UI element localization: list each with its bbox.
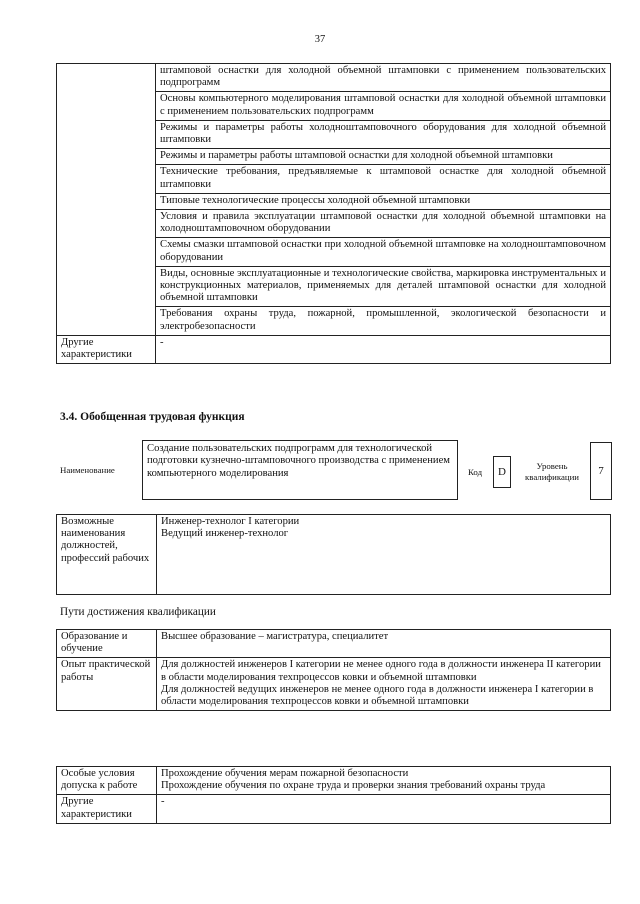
table-row <box>57 767 611 795</box>
page-number: 37 <box>314 34 326 45</box>
table-row <box>57 515 611 595</box>
code-label: Код <box>468 467 483 477</box>
knowledge-table <box>56 63 611 364</box>
knowledge-item: Технические требования, предъявляемые к штамповой оснастке для холодной объемной штамповки <box>156 165 611 193</box>
conditions-table <box>56 766 611 824</box>
table-row <box>57 630 611 658</box>
knowledge-item: штамповой оснастки для холодной объемной штамповки с применением пользовательских подпрограмм <box>156 64 611 92</box>
knowledge-item: Режимы и параметры работы штамповой оснастки для холодной объемной штамповки <box>156 149 611 165</box>
table-row <box>57 658 611 711</box>
table-row <box>57 64 611 92</box>
knowledge-item: Требования охраны труда, пожарной, промышленной, экологической безопасности и электробезопасности <box>156 307 611 335</box>
experience-values <box>157 658 611 711</box>
special-conditions-values <box>157 767 611 795</box>
other-characteristics-value: - <box>157 795 611 823</box>
knowledge-label-cell <box>57 64 156 336</box>
experience-item: Для должностей инженеров I категории не менее одного года в должности инженера II категории в области моделирования техпроцессов ковки и объемной штамповки <box>161 659 601 683</box>
level-value: 7 <box>590 442 612 500</box>
qualification-paths-heading: Пути достижения квалификации <box>60 606 216 618</box>
name-label: Наименование <box>60 465 115 475</box>
knowledge-item: Основы компьютерного моделирования штамповой оснастки для холодной объемной штамповки с применением пользовательских подпрограмм <box>156 92 611 120</box>
table-row <box>57 795 611 823</box>
qualification-table <box>56 629 611 711</box>
code-value: D <box>493 456 511 488</box>
condition-item: Прохождение обучения мерам пожарной безопасности <box>161 768 409 779</box>
position-item: Ведущий инженер-технолог <box>161 528 289 540</box>
education-label: Образование и обучение <box>57 630 157 658</box>
positions-table <box>56 514 611 595</box>
position-item: Инженер-технолог I категории <box>161 516 300 527</box>
other-label: Другие характеристики <box>57 335 156 363</box>
knowledge-item: Условия и правила эксплуатации штамповой оснастки для холодной объемной штамповки на холодноштамповочном оборудовании <box>156 210 611 238</box>
section-heading: 3.4. Обобщенная трудовая функция <box>60 411 245 423</box>
special-conditions-label: Особые условия допуска к работе <box>57 767 157 795</box>
other-value: - <box>156 335 611 363</box>
experience-item: Для должностей ведущих инженеров не менее одного года в должности инженера I категории в области моделирования техпроцессов ковки и объемной штамповки <box>161 683 594 708</box>
function-name-box: Создание пользовательских подпрограмм для технологической подготовки кузнечно-штамповочного производства с применением компьютерного моделирования <box>142 440 458 500</box>
knowledge-item: Схемы смазки штамповой оснастки при холодной объемной штамповке на холодноштамповочном оборудовании <box>156 238 611 266</box>
level-label: Уровень квалификации <box>525 461 579 482</box>
knowledge-item: Режимы и параметры работы холодноштамповочного оборудования для холодной объемной штамповки <box>156 120 611 148</box>
other-characteristics-label: Другие характеристики <box>57 795 157 823</box>
knowledge-item: Типовые технологические процессы холодной объемной штамповки <box>156 193 611 209</box>
knowledge-item: Виды, основные эксплуатационные и технологические свойства, маркировка инструментальных и конструкционных материалов, применяемых для деталей штамповой оснастки для холодной объемной штамповки <box>156 266 611 307</box>
positions-values <box>157 515 611 595</box>
table-row <box>57 335 611 363</box>
positions-label: Возможные наименования должностей, профессий рабочих <box>57 515 157 595</box>
education-value: Высшее образование – магистратура, специалитет <box>157 630 611 658</box>
condition-item: Прохождение обучения по охране труда и проверки знания требований охраны труда <box>161 780 546 792</box>
experience-label: Опыт практической работы <box>57 658 157 711</box>
